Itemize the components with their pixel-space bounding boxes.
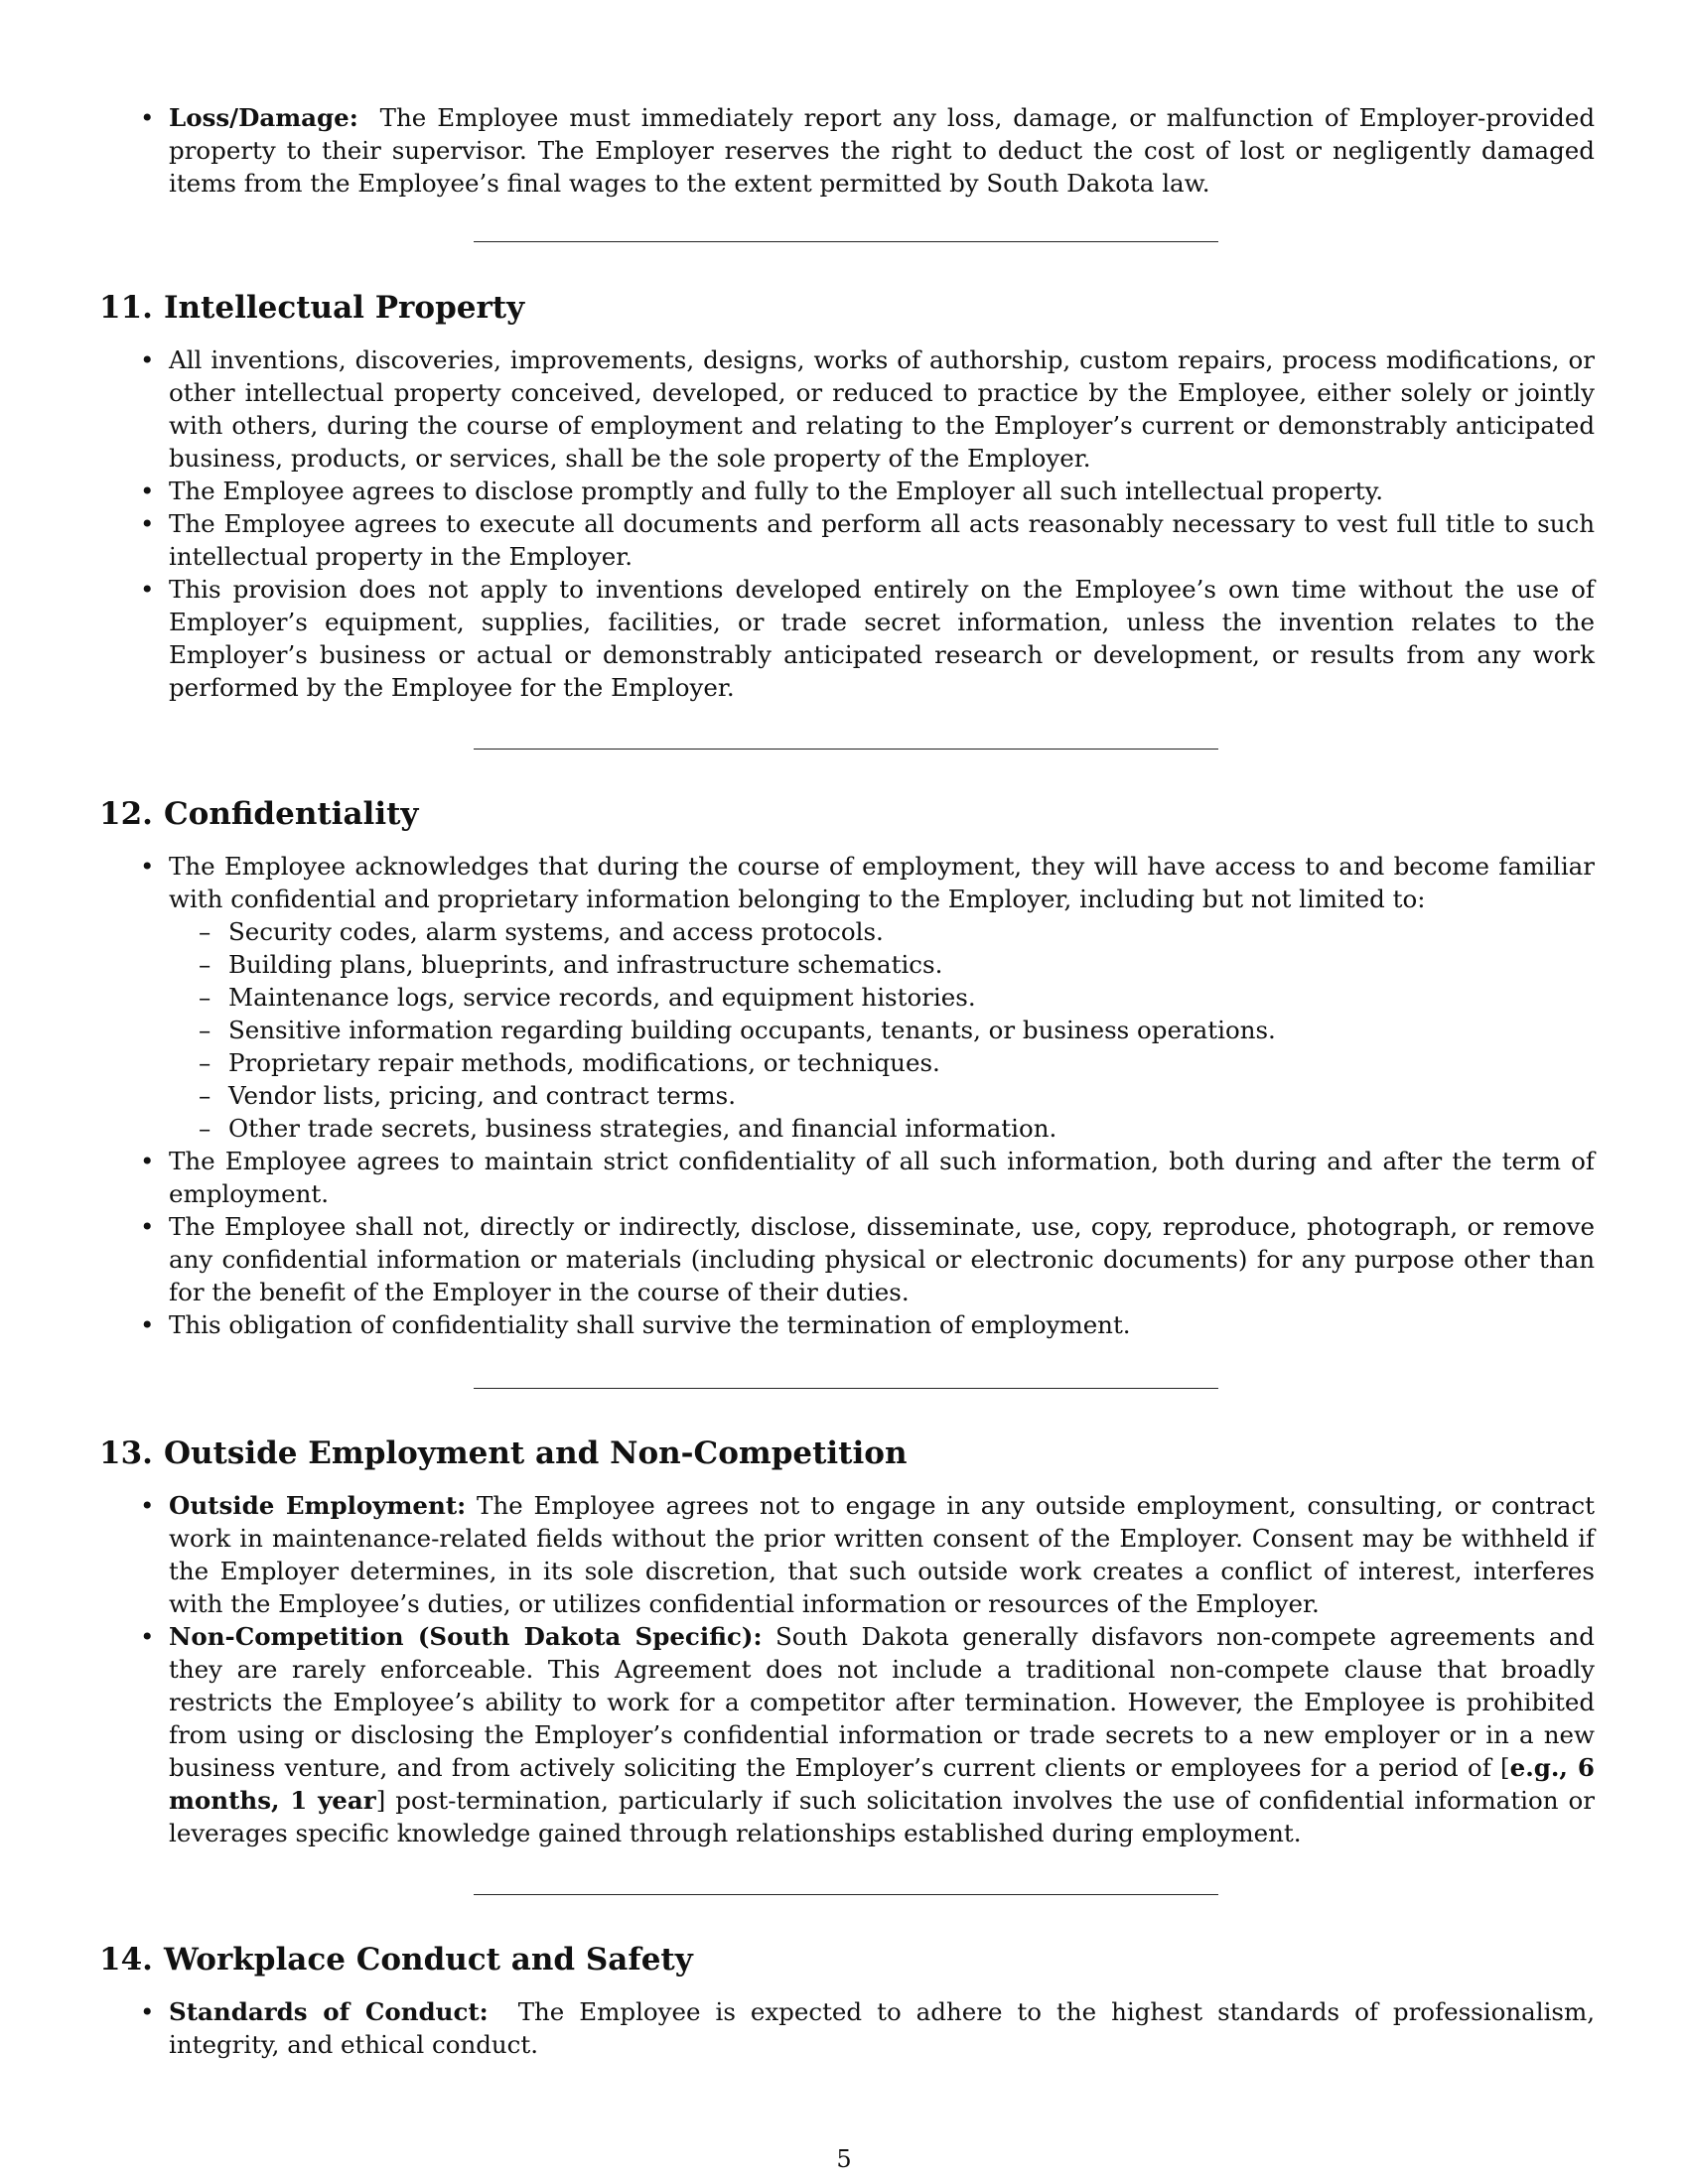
list-item: • The Employee agrees to disclose promptly and fully to the Employer all such intellectual property.	[169, 475, 1595, 507]
section-divider	[474, 1388, 1218, 1389]
section-divider	[474, 749, 1218, 750]
section-title: Outside Employment and Non-Competition	[164, 1435, 908, 1471]
sublist-item: – Maintenance logs, service records, and equipment histories.	[228, 981, 1595, 1014]
section-title: Workplace Conduct and Safety	[164, 1942, 693, 1978]
section-heading-outside-employment	[99, 1433, 908, 1473]
loss-damage-list	[169, 101, 1595, 200]
intellectual-property-list	[169, 343, 1595, 704]
sublist-item: – Security codes, alarm systems, and access protocols.	[228, 915, 1595, 948]
section-number: 12.	[99, 796, 153, 832]
bracket-close: ]	[375, 1786, 386, 1815]
list-item: • All inventions, discoveries, improvements, designs, works of authorship, custom repairs, process modifications, or other intellectual property conceived, developed, or reduced to practice by the Employee, either solely or jointly with others, during the course of employment and relating to the Employer’s current or demonstrably anticipated business, products, or services, shall be the sole property of the Employer.	[169, 343, 1595, 475]
loss-damage-text: The Employee must immediately report any loss, damage, or malfunction of Employer-provided property to their supervisor. The Employer reserves the right to deduct the cost of lost or negligently damaged items from the Employee’s final wages to the extent permitted by South Dakota law.	[169, 103, 1595, 198]
section-number: 13.	[99, 1435, 153, 1471]
section-heading-confidentiality	[99, 794, 418, 834]
confidentiality-intro: The Employee acknowledges that during the course of employment, they will have access to and become familiar with confidential and proprietary information belonging to the Employer, including but not limited to:	[169, 852, 1595, 913]
section-heading-workplace-conduct	[99, 1940, 693, 1979]
workplace-conduct-list	[169, 1995, 1595, 2061]
list-item: • The Employee agrees to maintain strict confidentiality of all such information, both during and after the term of employment.	[169, 1145, 1595, 1210]
outside-employment-label: Outside Employment:	[169, 1491, 467, 1520]
section-heading-intellectual-property	[99, 288, 524, 328]
sublist-item: – Building plans, blueprints, and infrastructure schematics.	[228, 948, 1595, 981]
confidential-info-sublist	[169, 915, 1595, 1145]
section-title: Intellectual Property	[164, 290, 525, 326]
non-competition-text-end: post-termination, particularly if such solicitation involves the use of confidential information or leverages specific knowledge gained through relationships established during employment.	[169, 1786, 1596, 1847]
sublist-item: – Proprietary repair methods, modifications, or techniques.	[228, 1046, 1595, 1079]
bracket-open: [	[1500, 1753, 1510, 1782]
loss-damage-label: Loss/Damage:	[169, 103, 358, 132]
list-item	[169, 850, 1595, 1145]
outside-employment-list	[169, 1489, 1595, 1849]
outside-employment-text: The Employee agrees not to engage in any outside employment, consulting, or contract work in maintenance-related fields without the prior written consent of the Employer. Consent may be withheld if the Employer determines, in its sole discretion, that such outside work creates a conflict of interest, interferes with the Employee’s duties, or utilizes confidential information or resources of the Employer.	[169, 1491, 1595, 1618]
list-item: • This provision does not apply to inventions developed entirely on the Employee’s own time without the use of Employer’s equipment, supplies, facilities, or trade secret information, unless the invention relates to the Employer’s business or actual or demonstrably anticipated research or development, or results from any work performed by the Employee for the Employer.	[169, 573, 1595, 704]
standards-of-conduct-label: Standards of Conduct:	[169, 1997, 489, 2026]
standards-of-conduct-text: The Employee is expected to adhere to the highest standards of professionalism, integrity, and ethical conduct.	[169, 1997, 1595, 2059]
page-number: 5	[836, 2145, 852, 2173]
placeholder-duration: e.g., 6 months, 1 year	[169, 1753, 1595, 1815]
list-item	[169, 1489, 1595, 1620]
section-number: 11.	[99, 290, 153, 326]
list-item: • The Employee agrees to execute all documents and perform all acts reasonably necessary to vest full title to such intellectual property in the Employer.	[169, 507, 1595, 573]
list-item	[169, 1995, 1595, 2061]
section-number: 14.	[99, 1942, 153, 1978]
sublist-item: – Other trade secrets, business strategies, and financial information.	[228, 1112, 1595, 1145]
list-item	[169, 101, 1595, 200]
section-title: Confidentiality	[164, 796, 419, 832]
sublist-item: – Vendor lists, pricing, and contract terms.	[228, 1079, 1595, 1112]
section-divider	[474, 1894, 1218, 1895]
list-item: • This obligation of confidentiality shall survive the termination of employment.	[169, 1308, 1595, 1341]
list-item: • The Employee shall not, directly or indirectly, disclose, disseminate, use, copy, reproduce, photograph, or remove any confidential information or materials (including physical or electronic documents) for any purpose other than for the benefit of the Employer in the course of their duties.	[169, 1210, 1595, 1308]
confidentiality-list	[169, 850, 1595, 1341]
section-divider	[474, 241, 1218, 242]
list-item	[169, 1620, 1595, 1849]
non-competition-text: South Dakota generally disfavors non-compete agreements and they are rarely enforceable. This Agreement does not include a traditional non-compete clause that broadly restricts the Employee’s ability to work for a competitor after termination. However, the Employee is prohibited from using or disclosing the Employer’s confidential information or trade secrets to a new employer or in a new business venture, and from actively soliciting the Employer’s current clients or employees for a period of	[169, 1622, 1595, 1782]
sublist-item: – Sensitive information regarding building occupants, tenants, or business operations.	[228, 1014, 1595, 1046]
non-competition-label: Non-Competition (South Dakota Specific):	[169, 1622, 763, 1651]
